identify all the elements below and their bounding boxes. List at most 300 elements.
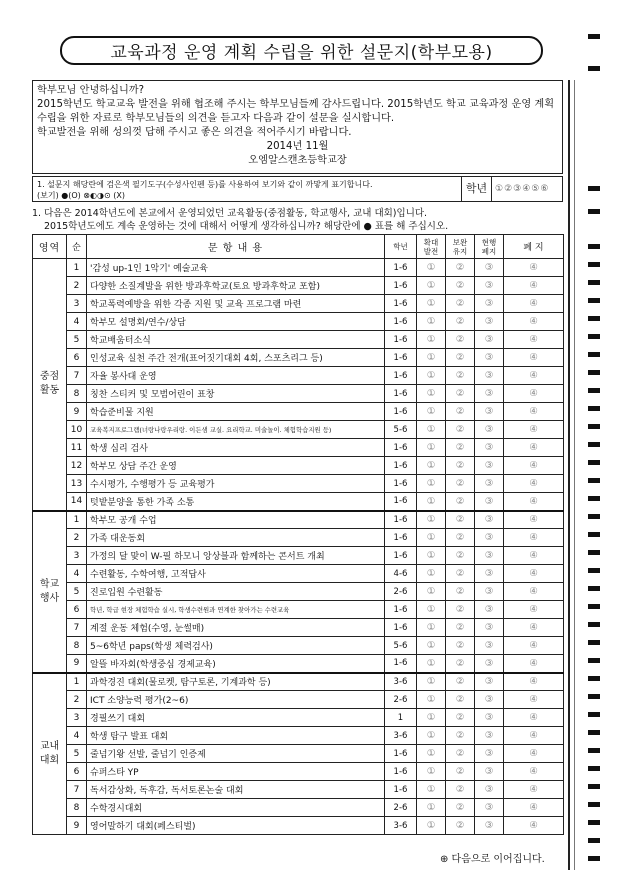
- header-no: 순: [67, 235, 87, 259]
- row-grade: 1-6: [385, 601, 417, 619]
- answer-bubble-4[interactable]: ④: [504, 457, 564, 475]
- row-number: 6: [67, 763, 87, 781]
- row-item: 학교폭력예방을 위한 각종 지원 및 교육 프로그램 마련: [87, 295, 385, 313]
- answer-bubble-1[interactable]: ①: [417, 601, 446, 619]
- survey-table: [32, 234, 564, 835]
- answer-bubble-1[interactable]: ①: [417, 457, 446, 475]
- row-grade: 3-6: [385, 727, 417, 745]
- row-number: 7: [67, 781, 87, 799]
- header-item: 문 항 내 용: [87, 235, 385, 259]
- row-grade: 1-6: [385, 529, 417, 547]
- answer-bubble-2[interactable]: ②: [446, 637, 475, 655]
- table-row: [33, 547, 564, 565]
- table-row: [33, 493, 564, 511]
- table-row: [33, 817, 564, 835]
- table-row: [33, 331, 564, 349]
- table-row: [33, 511, 564, 529]
- right-border-line: [568, 80, 570, 870]
- answer-bubble-1[interactable]: ①: [417, 493, 446, 511]
- table-row: [33, 637, 564, 655]
- greeting: 학부모님 안녕하십니까?: [37, 85, 145, 96]
- answer-bubble-1[interactable]: ①: [417, 583, 446, 601]
- row-number: 2: [67, 277, 87, 295]
- answer-bubble-1[interactable]: ①: [417, 439, 446, 457]
- table-row: [33, 727, 564, 745]
- row-number: 3: [67, 709, 87, 727]
- answer-bubble-4[interactable]: ④: [504, 493, 564, 511]
- answer-bubble-4[interactable]: ④: [504, 511, 564, 529]
- answer-bubble-2[interactable]: ②: [446, 655, 475, 673]
- answer-bubble-2[interactable]: ②: [446, 439, 475, 457]
- intro-body-2: 학교발전을 위해 성의껏 답해 주시고 좋은 의견을 적어주시기 바랍니다.: [37, 127, 352, 138]
- table-row: [33, 439, 564, 457]
- instruction-line-2: (보기) ●(O) ⊗◐◑⊙ (X): [37, 191, 125, 200]
- row-item: 학생 탐구 발표 대회: [87, 727, 385, 745]
- answer-bubble-3[interactable]: ③: [475, 349, 504, 367]
- answer-bubble-3[interactable]: ③: [475, 259, 504, 277]
- answer-bubble-4[interactable]: ④: [504, 583, 564, 601]
- row-number: 4: [67, 727, 87, 745]
- header-opt2: 보완 유지: [446, 235, 475, 259]
- answer-bubble-3[interactable]: ③: [475, 691, 504, 709]
- answer-bubble-3[interactable]: ③: [475, 439, 504, 457]
- row-grade: 1-6: [385, 457, 417, 475]
- row-grade: 1-6: [385, 511, 417, 529]
- answer-bubble-1[interactable]: ①: [417, 367, 446, 385]
- row-item: 줄넘기왕 선발, 줄넘기 인증제: [87, 745, 385, 763]
- answer-bubble-1[interactable]: ①: [417, 349, 446, 367]
- timing-mark: [588, 262, 600, 267]
- row-item: 독서감상화, 독후감, 독서토론논술 대회: [87, 781, 385, 799]
- row-grade: 5-6: [385, 637, 417, 655]
- row-item: 경필쓰기 대회: [87, 709, 385, 727]
- row-number: 1: [67, 673, 87, 691]
- answer-bubble-4[interactable]: ④: [504, 277, 564, 295]
- answer-bubble-4[interactable]: ④: [504, 817, 564, 835]
- timing-mark: [588, 334, 600, 339]
- table-row: [33, 565, 564, 583]
- answer-bubble-2[interactable]: ②: [446, 331, 475, 349]
- answer-bubble-4[interactable]: ④: [504, 691, 564, 709]
- row-grade: 1-6: [385, 655, 417, 673]
- answer-bubble-4[interactable]: ④: [504, 619, 564, 637]
- answer-bubble-3[interactable]: ③: [475, 475, 504, 493]
- table-row: [33, 583, 564, 601]
- table-row: [33, 619, 564, 637]
- timing-mark: [588, 784, 600, 789]
- timing-mark: [588, 622, 600, 627]
- intro-date: 2014년 11월: [266, 141, 329, 152]
- answer-bubble-3[interactable]: ③: [475, 277, 504, 295]
- answer-bubble-1[interactable]: ①: [417, 727, 446, 745]
- table-row: [33, 709, 564, 727]
- row-grade: 1-6: [385, 781, 417, 799]
- row-grade: 1-6: [385, 745, 417, 763]
- question-1: [32, 207, 563, 233]
- timing-mark: [588, 209, 600, 214]
- table-row: [33, 457, 564, 475]
- timing-mark: [588, 406, 600, 411]
- answer-bubble-4[interactable]: ④: [504, 727, 564, 745]
- area-cell: 학교 행사: [33, 511, 67, 673]
- row-item: 학년, 학급 현장 체험학습 실시, 학생수련원과 연계한 찾아가는 수련교육: [87, 601, 385, 619]
- row-item: '감성 up-1인 1악기' 예술교육: [87, 259, 385, 277]
- row-number: 8: [67, 637, 87, 655]
- timing-mark: [588, 34, 600, 39]
- answer-bubble-4[interactable]: ④: [504, 745, 564, 763]
- table-row: [33, 277, 564, 295]
- answer-bubble-3[interactable]: ③: [475, 295, 504, 313]
- answer-bubble-3[interactable]: ③: [475, 655, 504, 673]
- row-item: 학부모 상담 주간 운영: [87, 457, 385, 475]
- answer-bubble-2[interactable]: ②: [446, 421, 475, 439]
- row-item: 슈퍼스타 YP: [87, 763, 385, 781]
- timing-mark: [588, 730, 600, 735]
- answer-bubble-1[interactable]: ①: [417, 781, 446, 799]
- row-grade: 4-6: [385, 565, 417, 583]
- row-item: 다양한 소질계발을 위한 방과후학교(토요 방과후학교 포함): [87, 277, 385, 295]
- answer-bubble-3[interactable]: ③: [475, 709, 504, 727]
- answer-bubble-4[interactable]: ④: [504, 673, 564, 691]
- answer-bubble-3[interactable]: ③: [475, 511, 504, 529]
- answer-bubble-3[interactable]: ③: [475, 457, 504, 475]
- grade-label: 학년: [462, 177, 492, 201]
- answer-bubble-4[interactable]: ④: [504, 331, 564, 349]
- row-number: 3: [67, 547, 87, 565]
- row-number: 13: [67, 475, 87, 493]
- answer-bubble-1[interactable]: ①: [417, 277, 446, 295]
- answer-bubble-1[interactable]: ①: [417, 619, 446, 637]
- row-item: 학생 심리 검사: [87, 439, 385, 457]
- answer-bubble-2[interactable]: ②: [446, 583, 475, 601]
- table-row: [33, 655, 564, 673]
- row-grade: 1-6: [385, 385, 417, 403]
- header-opt4: 폐 지: [504, 235, 564, 259]
- row-grade: 1-6: [385, 295, 417, 313]
- answer-bubble-2[interactable]: ②: [446, 547, 475, 565]
- answer-bubble-3[interactable]: ③: [475, 817, 504, 835]
- timing-mark: [588, 442, 600, 447]
- answer-bubble-2[interactable]: ②: [446, 295, 475, 313]
- timing-mark: [588, 316, 600, 321]
- row-grade: 1-6: [385, 493, 417, 511]
- row-item: 학부모 공개 수업: [87, 511, 385, 529]
- row-grade: 1-6: [385, 331, 417, 349]
- table-row: [33, 781, 564, 799]
- answer-bubble-3[interactable]: ③: [475, 763, 504, 781]
- answer-bubble-4[interactable]: ④: [504, 259, 564, 277]
- row-item: 가정의 달 맞이 W-필 하모니 앙상블과 함께하는 콘서트 개최: [87, 547, 385, 565]
- row-number: 5: [67, 745, 87, 763]
- answer-bubble-2[interactable]: ②: [446, 601, 475, 619]
- answer-bubble-1[interactable]: ①: [417, 259, 446, 277]
- row-grade: 1-6: [385, 313, 417, 331]
- answer-bubble-2[interactable]: ②: [446, 709, 475, 727]
- answer-bubble-3[interactable]: ③: [475, 565, 504, 583]
- answer-bubble-1[interactable]: ①: [417, 313, 446, 331]
- answer-bubble-2[interactable]: ②: [446, 745, 475, 763]
- timing-mark: [588, 514, 600, 519]
- answer-bubble-3[interactable]: ③: [475, 403, 504, 421]
- answer-bubble-4[interactable]: ④: [504, 475, 564, 493]
- timing-mark: [588, 352, 600, 357]
- answer-bubble-2[interactable]: ②: [446, 403, 475, 421]
- answer-bubble-3[interactable]: ③: [475, 745, 504, 763]
- answer-bubble-3[interactable]: ③: [475, 583, 504, 601]
- row-grade: 3-6: [385, 673, 417, 691]
- row-item: 교육복지프로그램(너랑나랑우리랑. 이든샘 교실. 요리학교. 미술놀이. 체험학습지원 등): [87, 421, 385, 439]
- grade-selector: [461, 177, 564, 201]
- answer-bubble-1[interactable]: ①: [417, 295, 446, 313]
- timing-mark: [588, 802, 600, 807]
- row-grade: 1-6: [385, 763, 417, 781]
- row-number: 4: [67, 565, 87, 583]
- instruction-box: [32, 176, 563, 202]
- row-number: 1: [67, 259, 87, 277]
- answer-bubble-3[interactable]: ③: [475, 673, 504, 691]
- row-grade: 3-6: [385, 817, 417, 835]
- row-item: 학부모 설명회/연수/상담: [87, 313, 385, 331]
- row-grade: 1-6: [385, 475, 417, 493]
- answer-bubble-1[interactable]: ①: [417, 763, 446, 781]
- continue-note: ⊕ 다음으로 이어집니다.: [440, 854, 545, 865]
- answer-bubble-4[interactable]: ④: [504, 709, 564, 727]
- row-item: 알뜰 바자회(학생중심 경제교육): [87, 655, 385, 673]
- answer-bubble-2[interactable]: ②: [446, 367, 475, 385]
- table-row: [33, 691, 564, 709]
- row-item: 수시평가, 수행평가 등 교육평가: [87, 475, 385, 493]
- answer-bubble-4[interactable]: ④: [504, 547, 564, 565]
- answer-bubble-4[interactable]: ④: [504, 421, 564, 439]
- row-number: 7: [67, 367, 87, 385]
- row-grade: 1-6: [385, 439, 417, 457]
- timing-mark: [588, 478, 600, 483]
- answer-bubble-1[interactable]: ①: [417, 331, 446, 349]
- answer-bubble-3[interactable]: ③: [475, 313, 504, 331]
- row-number: 2: [67, 529, 87, 547]
- answer-bubble-4[interactable]: ④: [504, 565, 564, 583]
- row-item: 5~6학년 paps(학생 체력검사): [87, 637, 385, 655]
- table-row: [33, 475, 564, 493]
- answer-bubble-1[interactable]: ①: [417, 529, 446, 547]
- answer-bubble-2[interactable]: ②: [446, 727, 475, 745]
- timing-mark: [588, 244, 600, 249]
- row-number: 9: [67, 403, 87, 421]
- table-row: [33, 799, 564, 817]
- row-number: 10: [67, 421, 87, 439]
- question-line-2: 2015학년도에도 계속 운영하는 것에 대해서 어떻게 생각하십니까? 해당란에 ● 표를 해 주십시오.: [44, 221, 449, 232]
- row-item: 수학경시대회: [87, 799, 385, 817]
- answer-bubble-3[interactable]: ③: [475, 547, 504, 565]
- answer-bubble-2[interactable]: ②: [446, 475, 475, 493]
- answer-bubble-4[interactable]: ④: [504, 349, 564, 367]
- table-row: [33, 673, 564, 691]
- header-grade: 학년: [385, 235, 417, 259]
- answer-bubble-4[interactable]: ④: [504, 439, 564, 457]
- answer-bubble-3[interactable]: ③: [475, 421, 504, 439]
- row-number: 2: [67, 691, 87, 709]
- answer-bubble-4[interactable]: ④: [504, 403, 564, 421]
- table-row: [33, 529, 564, 547]
- row-number: 8: [67, 799, 87, 817]
- answer-bubble-1[interactable]: ①: [417, 403, 446, 421]
- answer-bubble-2[interactable]: ②: [446, 781, 475, 799]
- row-item: 가족 대운동회: [87, 529, 385, 547]
- row-grade: 2-6: [385, 799, 417, 817]
- answer-bubble-4[interactable]: ④: [504, 637, 564, 655]
- answer-bubble-1[interactable]: ①: [417, 745, 446, 763]
- row-item: 진로입원 수련활동: [87, 583, 385, 601]
- answer-bubble-1[interactable]: ①: [417, 799, 446, 817]
- row-item: 학교배움터소식: [87, 331, 385, 349]
- row-number: 14: [67, 493, 87, 511]
- timing-mark: [588, 820, 600, 825]
- question-line-1: 1. 다음은 2014학년도에 본교에서 운영되었던 교육활동(중점활동, 학교행사, 교내 대회)입니다.: [32, 208, 428, 219]
- answer-bubble-4[interactable]: ④: [504, 367, 564, 385]
- header-opt3: 현행 폐지: [475, 235, 504, 259]
- answer-bubble-4[interactable]: ④: [504, 295, 564, 313]
- answer-bubble-2[interactable]: ②: [446, 619, 475, 637]
- row-grade: 1-6: [385, 259, 417, 277]
- intro-school: 오엠알스캔초등학교장: [248, 155, 347, 166]
- timing-mark: [588, 66, 600, 71]
- answer-bubble-2[interactable]: ②: [446, 277, 475, 295]
- row-number: 6: [67, 349, 87, 367]
- timing-mark: [588, 370, 600, 375]
- header-opt1: 확대 발전: [417, 235, 446, 259]
- answer-bubble-2[interactable]: ②: [446, 493, 475, 511]
- answer-bubble-2[interactable]: ②: [446, 259, 475, 277]
- table-header-row: [33, 235, 564, 259]
- timing-mark: [588, 424, 600, 429]
- row-grade: 2-6: [385, 583, 417, 601]
- row-grade: 1: [385, 709, 417, 727]
- answer-bubble-1[interactable]: ①: [417, 691, 446, 709]
- table-row: [33, 403, 564, 421]
- row-number: 1: [67, 511, 87, 529]
- timing-mark: [588, 694, 600, 699]
- answer-bubble-4[interactable]: ④: [504, 781, 564, 799]
- row-number: 6: [67, 601, 87, 619]
- table-row: [33, 367, 564, 385]
- row-number: 8: [67, 385, 87, 403]
- answer-bubble-1[interactable]: ①: [417, 547, 446, 565]
- answer-bubble-2[interactable]: ②: [446, 385, 475, 403]
- table-row: [33, 601, 564, 619]
- answer-bubble-3[interactable]: ③: [475, 619, 504, 637]
- answer-bubble-1[interactable]: ①: [417, 673, 446, 691]
- header-area: 영역: [33, 235, 67, 259]
- answer-bubble-1[interactable]: ①: [417, 709, 446, 727]
- answer-bubble-3[interactable]: ③: [475, 637, 504, 655]
- row-item: 영어말하기 대회(페스티벌): [87, 817, 385, 835]
- grade-options[interactable]: ①②③④⑤⑥: [495, 183, 550, 194]
- table-row: [33, 763, 564, 781]
- answer-bubble-3[interactable]: ③: [475, 493, 504, 511]
- answer-bubble-2[interactable]: ②: [446, 313, 475, 331]
- answer-bubble-2[interactable]: ②: [446, 817, 475, 835]
- timing-mark: [588, 532, 600, 537]
- row-grade: 1-6: [385, 403, 417, 421]
- row-number: 12: [67, 457, 87, 475]
- row-grade: 1-6: [385, 367, 417, 385]
- row-number: 9: [67, 655, 87, 673]
- intro-body-1: 2015학년도 학교교육 발전을 위해 협조해 주시는 학부모님들께 감사드립니다. 2015학년도 학교 교육과정 운영 계획 수립을 위한 자료로 학부모님들의 의견을 듣고자 다음과 같이 설문을 실시합니다.: [37, 99, 555, 124]
- answer-bubble-1[interactable]: ①: [417, 637, 446, 655]
- row-item: 칭찬 스티커 및 모범어린이 표창: [87, 385, 385, 403]
- row-number: 5: [67, 331, 87, 349]
- timing-mark: [588, 586, 600, 591]
- answer-bubble-3[interactable]: ③: [475, 331, 504, 349]
- row-number: 9: [67, 817, 87, 835]
- timing-mark: [588, 280, 600, 285]
- timing-mark: [588, 640, 600, 645]
- answer-bubble-2[interactable]: ②: [446, 691, 475, 709]
- answer-bubble-4[interactable]: ④: [504, 385, 564, 403]
- answer-bubble-2[interactable]: ②: [446, 799, 475, 817]
- row-number: 7: [67, 619, 87, 637]
- row-grade: 2-6: [385, 691, 417, 709]
- row-grade: 5-6: [385, 421, 417, 439]
- answer-bubble-1[interactable]: ①: [417, 817, 446, 835]
- table-row: [33, 313, 564, 331]
- answer-bubble-3[interactable]: ③: [475, 601, 504, 619]
- table-row: [33, 295, 564, 313]
- answer-bubble-2[interactable]: ②: [446, 763, 475, 781]
- timing-mark: [588, 298, 600, 303]
- answer-bubble-1[interactable]: ①: [417, 475, 446, 493]
- answer-bubble-4[interactable]: ④: [504, 799, 564, 817]
- row-item: 자율 봉사대 운영: [87, 367, 385, 385]
- timing-mark: [588, 460, 600, 465]
- answer-bubble-4[interactable]: ④: [504, 655, 564, 673]
- answer-bubble-1[interactable]: ①: [417, 565, 446, 583]
- answer-bubble-4[interactable]: ④: [504, 529, 564, 547]
- page-title: 교육과정 운영 계획 수립을 위한 설문지(학부모용): [60, 36, 543, 65]
- timing-mark: [588, 604, 600, 609]
- answer-bubble-3[interactable]: ③: [475, 727, 504, 745]
- answer-bubble-2[interactable]: ②: [446, 673, 475, 691]
- timing-mark: [588, 748, 600, 753]
- answer-bubble-2[interactable]: ②: [446, 529, 475, 547]
- timing-mark: [588, 712, 600, 717]
- answer-bubble-2[interactable]: ②: [446, 565, 475, 583]
- row-item: 인성교육 실천 주간 전개(표어짓기대회 4회, 스포츠리그 등): [87, 349, 385, 367]
- timing-mark: [588, 388, 600, 393]
- answer-bubble-3[interactable]: ③: [475, 367, 504, 385]
- answer-bubble-2[interactable]: ②: [446, 349, 475, 367]
- answer-bubble-2[interactable]: ②: [446, 457, 475, 475]
- timing-mark: [588, 496, 600, 501]
- answer-bubble-3[interactable]: ③: [475, 529, 504, 547]
- answer-bubble-1[interactable]: ①: [417, 385, 446, 403]
- timing-mark: [588, 676, 600, 681]
- answer-bubble-2[interactable]: ②: [446, 511, 475, 529]
- answer-bubble-3[interactable]: ③: [475, 781, 504, 799]
- answer-bubble-3[interactable]: ③: [475, 385, 504, 403]
- answer-bubble-4[interactable]: ④: [504, 763, 564, 781]
- answer-bubble-4[interactable]: ④: [504, 313, 564, 331]
- answer-bubble-1[interactable]: ①: [417, 655, 446, 673]
- answer-bubble-1[interactable]: ①: [417, 511, 446, 529]
- answer-bubble-3[interactable]: ③: [475, 799, 504, 817]
- table-row: [33, 349, 564, 367]
- answer-bubble-4[interactable]: ④: [504, 601, 564, 619]
- row-item: ICT 소양능력 평가(2~6): [87, 691, 385, 709]
- answer-bubble-1[interactable]: ①: [417, 421, 446, 439]
- row-number: 3: [67, 295, 87, 313]
- table-row: [33, 385, 564, 403]
